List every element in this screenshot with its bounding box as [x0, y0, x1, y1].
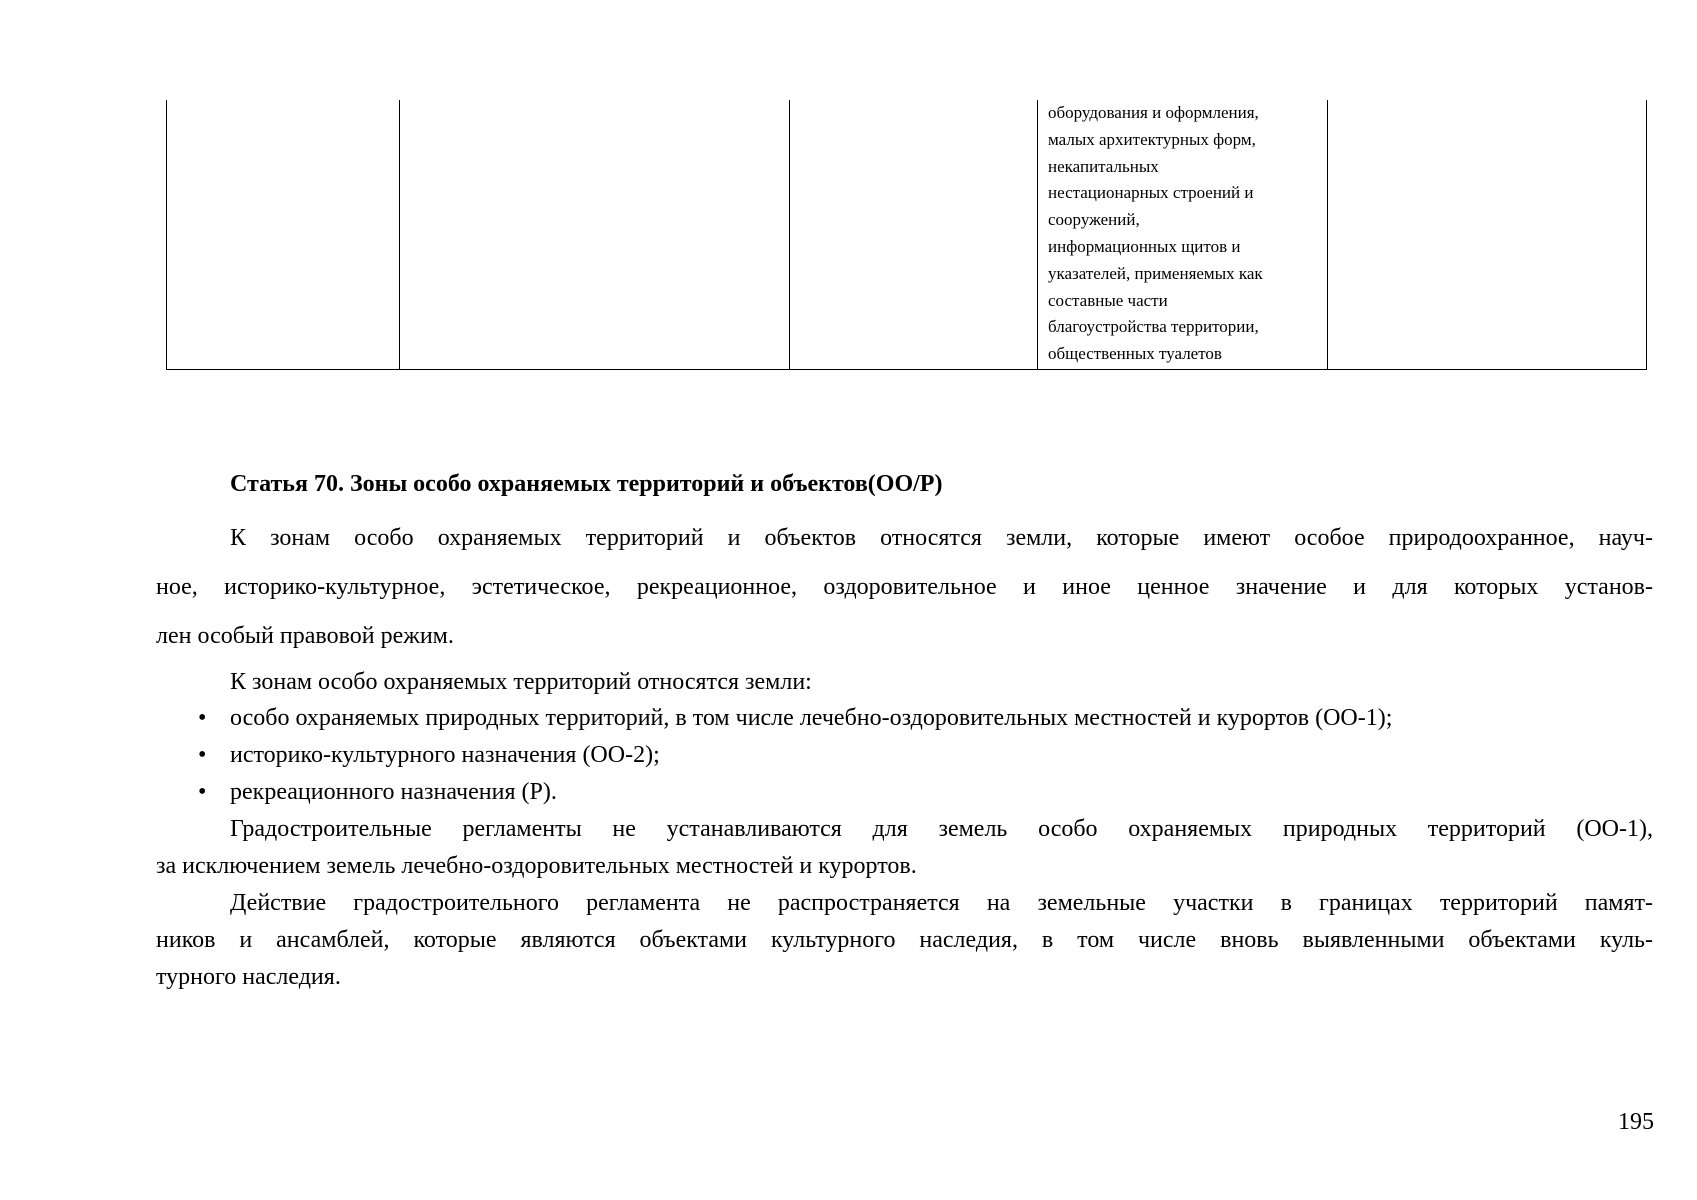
bullet-icon: • [198, 779, 207, 805]
bullet-icon: • [198, 742, 207, 768]
regulations-table-fragment [166, 100, 1647, 370]
paragraph-list-intro [156, 664, 1653, 701]
table-cell-empty-1 [167, 100, 400, 370]
cell-line: малых архитектурных форм, [1048, 129, 1256, 149]
paragraph-line: К зонам особо охраняемых территорий и объектов относятся земли, которые имеют особое природоохранное, науч- [230, 525, 1653, 551]
table-row [167, 100, 1647, 370]
list-item-text: историко-культурного назначения (ОО-2); [230, 742, 660, 768]
paragraph-definition [156, 514, 1653, 661]
table-cell-empty-5 [1328, 100, 1647, 370]
page-number: 195 [1618, 1109, 1654, 1135]
paragraph-regulations [156, 811, 1653, 885]
cell-line: составные части [1048, 290, 1168, 310]
table-cell-empty-3 [790, 100, 1038, 370]
paragraph-line: К зонам особо охраняемых территорий относятся земли: [230, 669, 812, 695]
article-heading: Статья 70. Зоны особо охраняемых территорий и объектов(ОО/Р) [230, 471, 943, 497]
paragraph-line: ников и ансамблей, которые являются объектами культурного наследия, в том числе вновь выявленными объектами куль- [156, 927, 1653, 953]
paragraph-line: ное, историко-культурное, эстетическое, рекреационное, оздоровительное и иное ценное значение и для которых установ- [156, 574, 1653, 600]
cell-line: информационных щитов и [1048, 236, 1241, 256]
cell-line: некапитальных [1048, 156, 1159, 176]
paragraph-line: Градостроительные регламенты не устанавливаются для земель особо охраняемых природных территорий (ОО-1), [230, 816, 1653, 842]
cell-line: общественных туалетов [1048, 344, 1222, 364]
list-item-text: рекреационного назначения (Р). [230, 779, 557, 805]
cell-line: оборудования и оформления, [1048, 103, 1259, 122]
list-item [156, 700, 1392, 737]
list-item [156, 774, 1392, 811]
list-item-text: особо охраняемых природных территорий, в том числе лечебно-оздоровительных местностей и курортов (ОО-1); [230, 705, 1393, 731]
paragraph-heritage [156, 885, 1653, 996]
paragraph-line: Действие градостроительного регламента не распространяется на земельные участки в границах территорий памят- [230, 890, 1653, 916]
list-item [156, 737, 1392, 774]
paragraph-line: турного наследия. [156, 964, 341, 990]
table-cell-text [1038, 100, 1328, 370]
bullet-icon: • [198, 705, 207, 731]
zone-list [156, 700, 1392, 811]
paragraph-line: за исключением земель лечебно-оздоровительных местностей и курортов. [156, 853, 917, 879]
cell-line: нестационарных строений и [1048, 183, 1254, 203]
paragraph-line: лен особый правовой режим. [156, 623, 454, 649]
table-cell-empty-2 [400, 100, 790, 370]
cell-line: сооружений, [1048, 210, 1140, 230]
cell-line: указателей, применяемых как [1048, 263, 1263, 283]
cell-line: благоустройства территории, [1048, 317, 1259, 337]
